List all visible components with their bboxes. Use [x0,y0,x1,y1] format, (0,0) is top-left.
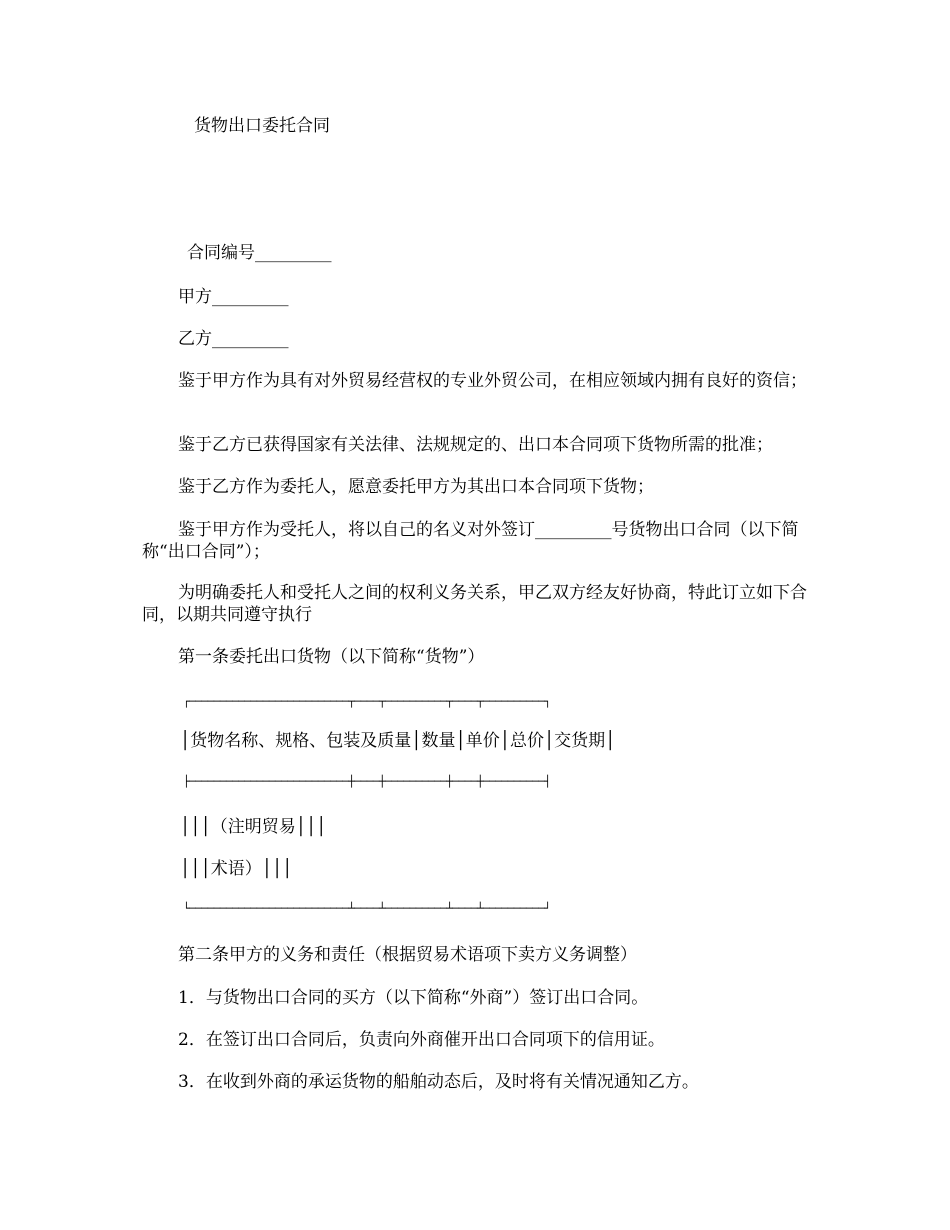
goods-table-row: │││（注明贸易│││ [180,817,327,837]
recital-paragraph: 鉴于甲方作为具有对外贸易经营权的专业外贸公司，在相应领域内拥有良好的资信； [178,371,807,391]
recital-paragraph: 为明确委托人和受托人之间的权利义务关系，甲乙双方经友好协商，特此订立如下合同，以期共同遵守执行 [142,583,807,625]
article-2-item: 2．在签订出口合同后，负责向外商催开出口合同项下的信用证。 [178,1030,665,1050]
party-a-field: 甲方_________ [178,287,289,307]
goods-table-header-row: │货物名称、规格、包装及质量│数量│单价│总价│交货期│ [180,731,616,751]
recital-paragraph: 鉴于乙方已获得国家有关法律、法规规定的、出口本合同项下货物所需的批准； [178,435,773,455]
party-b-field: 乙方_________ [178,329,289,349]
goods-table-top-border: ┌──────────────────────────┬────┬──────────┬────┬──────────┐ [183,695,551,708]
contract-number-field: 合同编号_________ [187,243,332,263]
recital-paragraph: 鉴于乙方作为委托人，愿意委托甲方为其出口本合同项下货物； [178,477,654,497]
recital-paragraph: 鉴于甲方作为受托人，将以自己的名义对外签订_________号货物出口合同（以下简称“出口合同”）； [142,520,799,562]
article-2-item: 1．与货物出口合同的买方（以下简称“外商”）签订出口合同。 [178,988,649,1008]
article-2-heading: 第二条甲方的义务和责任（根据贸易术语项下卖方义务调整） [178,945,637,965]
article-2-item: 3．在收到外商的承运货物的船舶动态后，及时将有关情况通知乙方。 [178,1072,699,1092]
goods-table-row: │││术语）│││ [180,859,293,879]
document-title: 货物出口委托合同 [194,116,330,136]
article-1-heading: 第一条委托出口货物（以下简称“货物”） [178,647,485,667]
goods-table-bottom-border: └──────────────────────────┴────┴──────────┴────┴──────────┘ [183,902,551,915]
goods-table-middle-border: ├──────────────────────────┼────┼──────────┼────┼──────────┤ [183,775,551,788]
